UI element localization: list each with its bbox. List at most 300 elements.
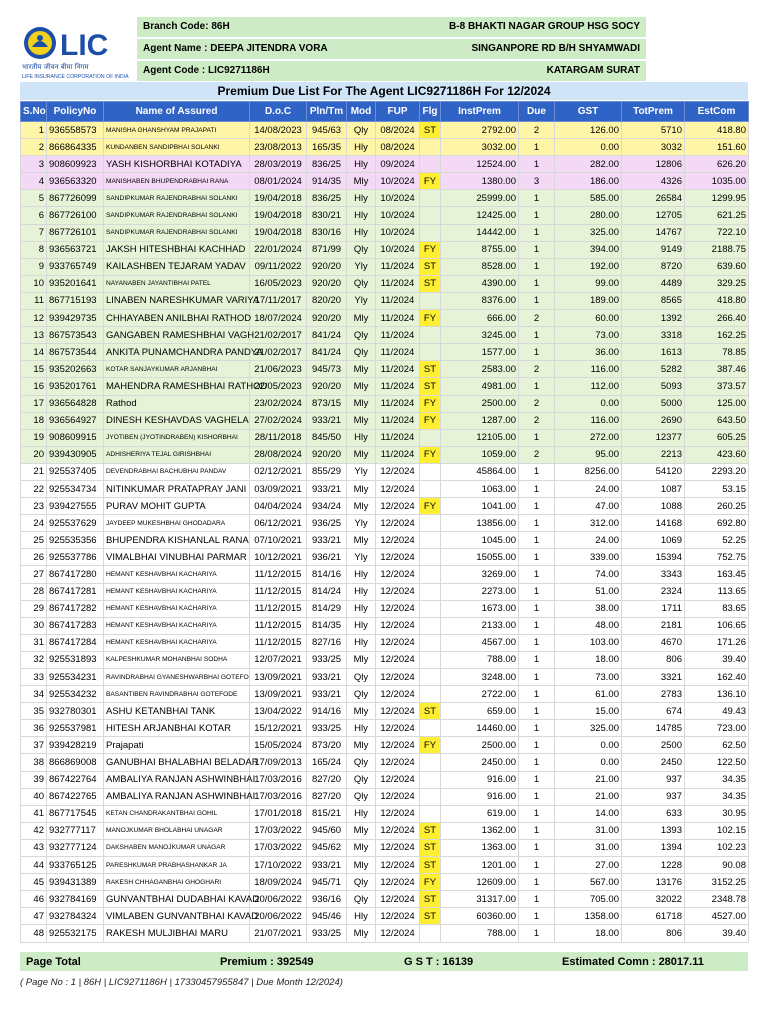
cell-totprem: 12377 bbox=[622, 429, 685, 446]
cell-due: 1 bbox=[519, 566, 555, 583]
cell-gst: 47.00 bbox=[555, 498, 622, 515]
cell-d-o-c: 09/11/2022 bbox=[250, 258, 307, 275]
branch-code: Branch Code: 86H bbox=[143, 21, 230, 32]
cell-policyno: 908609923 bbox=[47, 156, 104, 173]
cell-flg bbox=[420, 805, 441, 822]
cell-s-no: 30 bbox=[21, 617, 47, 634]
cell-mod: Mly bbox=[347, 378, 376, 395]
cell-pln-tm: 933/21 bbox=[307, 480, 347, 497]
cell-estcom: 62.50 bbox=[685, 737, 749, 754]
cell-instprem: 1059.00 bbox=[441, 446, 519, 463]
cell-s-no: 15 bbox=[21, 361, 47, 378]
lic-logo bbox=[20, 17, 134, 82]
cell-pln-tm: 841/24 bbox=[307, 327, 347, 344]
cell-flg bbox=[420, 480, 441, 497]
cell-pln-tm: 814/16 bbox=[307, 566, 347, 583]
cell-flg: ST bbox=[420, 891, 441, 908]
cell-due: 1 bbox=[519, 617, 555, 634]
cell-flg bbox=[420, 720, 441, 737]
cell-d-o-c: 15/05/2024 bbox=[250, 737, 307, 754]
cell-instprem: 1045.00 bbox=[441, 532, 519, 549]
cell-fup: 11/2024 bbox=[376, 292, 420, 309]
cell-name-of-assured: DINESH KESHAVDAS VAGHELA bbox=[104, 412, 250, 429]
cell-gst: 21.00 bbox=[555, 788, 622, 805]
cell-d-o-c: 17/03/2016 bbox=[250, 771, 307, 788]
table-row bbox=[21, 891, 749, 908]
cell-estcom: 102.15 bbox=[685, 822, 749, 839]
cell-estcom: 125.00 bbox=[685, 395, 749, 412]
cell-name-of-assured: ASHU KETANBHAI TANK bbox=[104, 703, 250, 720]
cell-policyno: 935202663 bbox=[47, 361, 104, 378]
cell-pln-tm: 855/29 bbox=[307, 463, 347, 480]
cell-d-o-c: 28/03/2019 bbox=[250, 156, 307, 173]
cell-policyno: 925531893 bbox=[47, 651, 104, 668]
cell-gst: 74.00 bbox=[555, 566, 622, 583]
cell-policyno: 867422764 bbox=[47, 771, 104, 788]
cell-policyno: 867422765 bbox=[47, 788, 104, 805]
cell-gst: 0.00 bbox=[555, 737, 622, 754]
cell-name-of-assured: HITESH ARJANBHAI KOTAR bbox=[104, 720, 250, 737]
cell-estcom: 387.46 bbox=[685, 361, 749, 378]
cell-mod: Hly bbox=[347, 805, 376, 822]
cell-totprem: 2324 bbox=[622, 583, 685, 600]
cell-pln-tm: 936/25 bbox=[307, 515, 347, 532]
cell-mod: Qly bbox=[347, 122, 376, 139]
cell-fup: 12/2024 bbox=[376, 737, 420, 754]
cell-pln-tm: 920/20 bbox=[307, 378, 347, 395]
column-header: Pln/Tm bbox=[307, 102, 347, 122]
cell-s-no: 46 bbox=[21, 891, 47, 908]
cell-flg bbox=[420, 156, 441, 173]
cell-mod: Hly bbox=[347, 190, 376, 207]
cell-estcom: 136.10 bbox=[685, 686, 749, 703]
cell-pln-tm: 945/60 bbox=[307, 822, 347, 839]
table-row bbox=[21, 532, 749, 549]
cell-pln-tm: 815/21 bbox=[307, 805, 347, 822]
table-row bbox=[21, 480, 749, 497]
cell-estcom: 4527.00 bbox=[685, 908, 749, 925]
cell-instprem: 1577.00 bbox=[441, 344, 519, 361]
cell-pln-tm: 814/35 bbox=[307, 617, 347, 634]
cell-due: 1 bbox=[519, 771, 555, 788]
cell-gst: 116.00 bbox=[555, 412, 622, 429]
cell-name-of-assured: JAKSH HITESHBHAI KACHHAD bbox=[104, 241, 250, 258]
cell-estcom: 52.25 bbox=[685, 532, 749, 549]
cell-flg bbox=[420, 224, 441, 241]
cell-fup: 11/2024 bbox=[376, 429, 420, 446]
cell-instprem: 788.00 bbox=[441, 651, 519, 668]
table-row bbox=[21, 498, 749, 515]
cell-totprem: 26584 bbox=[622, 190, 685, 207]
table-body bbox=[21, 122, 749, 943]
cell-name-of-assured: KALPESHKUMAR MOHANBHAI SODHA bbox=[104, 651, 250, 668]
cell-pln-tm: 945/63 bbox=[307, 122, 347, 139]
cell-pln-tm: 936/16 bbox=[307, 891, 347, 908]
cell-due: 1 bbox=[519, 669, 555, 686]
cell-policyno: 867573543 bbox=[47, 327, 104, 344]
cell-fup: 12/2024 bbox=[376, 891, 420, 908]
cell-fup: 10/2024 bbox=[376, 241, 420, 258]
cell-gst: 8256.00 bbox=[555, 463, 622, 480]
table-row bbox=[21, 703, 749, 720]
cell-fup: 12/2024 bbox=[376, 822, 420, 839]
cell-estcom: 78.85 bbox=[685, 344, 749, 361]
cell-totprem: 1711 bbox=[622, 600, 685, 617]
cell-totprem: 14168 bbox=[622, 515, 685, 532]
cell-pln-tm: 920/20 bbox=[307, 275, 347, 292]
cell-totprem: 937 bbox=[622, 771, 685, 788]
cell-estcom: 151.60 bbox=[685, 139, 749, 156]
cell-totprem: 5282 bbox=[622, 361, 685, 378]
cell-fup: 12/2024 bbox=[376, 908, 420, 925]
cell-name-of-assured: HEMANT KESHAVBHAI KACHARIYA bbox=[104, 617, 250, 634]
column-header: GST bbox=[555, 102, 622, 122]
cell-d-o-c: 20/06/2022 bbox=[250, 908, 307, 925]
cell-s-no: 14 bbox=[21, 344, 47, 361]
cell-fup: 11/2024 bbox=[376, 258, 420, 275]
cell-s-no: 18 bbox=[21, 412, 47, 429]
cell-policyno: 866869008 bbox=[47, 754, 104, 771]
cell-flg bbox=[420, 754, 441, 771]
cell-name-of-assured: PURAV MOHIT GUPTA bbox=[104, 498, 250, 515]
cell-instprem: 1673.00 bbox=[441, 600, 519, 617]
cell-name-of-assured: AMBALIYA RANJAN ASHWINBHAI bbox=[104, 788, 250, 805]
cell-policyno: 867726100 bbox=[47, 207, 104, 224]
cell-policyno: 932784169 bbox=[47, 891, 104, 908]
cell-due: 1 bbox=[519, 258, 555, 275]
cell-totprem: 3343 bbox=[622, 566, 685, 583]
cell-instprem: 788.00 bbox=[441, 925, 519, 942]
cell-totprem: 15394 bbox=[622, 549, 685, 566]
cell-due: 1 bbox=[519, 686, 555, 703]
cell-gst: 18.00 bbox=[555, 651, 622, 668]
table-row bbox=[21, 925, 749, 942]
cell-gst: 339.00 bbox=[555, 549, 622, 566]
table-row bbox=[21, 395, 749, 412]
cell-gst: 27.00 bbox=[555, 857, 622, 874]
cell-due: 1 bbox=[519, 805, 555, 822]
cell-s-no: 17 bbox=[21, 395, 47, 412]
cell-gst: 15.00 bbox=[555, 703, 622, 720]
cell-d-o-c: 11/12/2015 bbox=[250, 566, 307, 583]
cell-instprem: 60360.00 bbox=[441, 908, 519, 925]
cell-instprem: 8755.00 bbox=[441, 241, 519, 258]
cell-gst: 36.00 bbox=[555, 344, 622, 361]
cell-s-no: 22 bbox=[21, 480, 47, 497]
cell-totprem: 1394 bbox=[622, 839, 685, 856]
cell-policyno: 939427555 bbox=[47, 498, 104, 515]
cell-policyno: 908609915 bbox=[47, 429, 104, 446]
cell-due: 2 bbox=[519, 361, 555, 378]
column-header: EstCom bbox=[685, 102, 749, 122]
cell-gst: 51.00 bbox=[555, 583, 622, 600]
table-row bbox=[21, 651, 749, 668]
address-line-2: SINGANPORE RD B/H SHYAMWADI bbox=[471, 43, 640, 54]
cell-d-o-c: 13/04/2022 bbox=[250, 703, 307, 720]
column-header: Due bbox=[519, 102, 555, 122]
cell-totprem: 937 bbox=[622, 788, 685, 805]
cell-due: 1 bbox=[519, 515, 555, 532]
cell-totprem: 2783 bbox=[622, 686, 685, 703]
cell-due: 1 bbox=[519, 754, 555, 771]
page-total-label: Page Total bbox=[26, 956, 81, 968]
cell-due: 1 bbox=[519, 703, 555, 720]
cell-policyno: 867717545 bbox=[47, 805, 104, 822]
cell-estcom: 723.00 bbox=[685, 720, 749, 737]
cell-estcom: 639.60 bbox=[685, 258, 749, 275]
cell-estcom: 418.80 bbox=[685, 292, 749, 309]
cell-policyno: 933765125 bbox=[47, 857, 104, 874]
cell-estcom: 83.65 bbox=[685, 600, 749, 617]
cell-instprem: 666.00 bbox=[441, 310, 519, 327]
cell-totprem: 8720 bbox=[622, 258, 685, 275]
cell-mod: Mly bbox=[347, 446, 376, 463]
cell-flg: FY bbox=[420, 737, 441, 754]
cell-gst: 112.00 bbox=[555, 378, 622, 395]
cell-flg bbox=[420, 190, 441, 207]
cell-mod: Qly bbox=[347, 241, 376, 258]
cell-policyno: 925537629 bbox=[47, 515, 104, 532]
header-row-1 bbox=[137, 17, 646, 37]
cell-pln-tm: 165/35 bbox=[307, 139, 347, 156]
table-row bbox=[21, 686, 749, 703]
table-row bbox=[21, 310, 749, 327]
cell-totprem: 5710 bbox=[622, 122, 685, 139]
cell-instprem: 12105.00 bbox=[441, 429, 519, 446]
cell-gst: 61.00 bbox=[555, 686, 622, 703]
cell-s-no: 9 bbox=[21, 258, 47, 275]
cell-estcom: 171.26 bbox=[685, 634, 749, 651]
cell-totprem: 4326 bbox=[622, 173, 685, 190]
cell-due: 2 bbox=[519, 122, 555, 139]
cell-gst: 186.00 bbox=[555, 173, 622, 190]
cell-instprem: 4567.00 bbox=[441, 634, 519, 651]
cell-d-o-c: 22/01/2024 bbox=[250, 241, 307, 258]
cell-mod: Mly bbox=[347, 925, 376, 942]
cell-mod: Hly bbox=[347, 429, 376, 446]
cell-name-of-assured: RAKESH MULJIBHAI MARU bbox=[104, 925, 250, 942]
cell-name-of-assured: ANKITA PUNAMCHANDRA PANDYA bbox=[104, 344, 250, 361]
cell-s-no: 7 bbox=[21, 224, 47, 241]
cell-gst: 21.00 bbox=[555, 771, 622, 788]
svg-text:भारतीय जीवन बीमा निगम: भारतीय जीवन बीमा निगम bbox=[22, 63, 89, 71]
cell-fup: 12/2024 bbox=[376, 549, 420, 566]
cell-s-no: 28 bbox=[21, 583, 47, 600]
cell-name-of-assured: DAKSHABEN MANOJKUMAR UNAGAR bbox=[104, 839, 250, 856]
cell-d-o-c: 10/12/2021 bbox=[250, 549, 307, 566]
cell-policyno: 867417281 bbox=[47, 583, 104, 600]
cell-mod: Hly bbox=[347, 908, 376, 925]
cell-fup: 08/2024 bbox=[376, 122, 420, 139]
table-row bbox=[21, 805, 749, 822]
cell-totprem: 2213 bbox=[622, 446, 685, 463]
cell-name-of-assured: KAILASHBEN TEJARAM YADAV bbox=[104, 258, 250, 275]
cell-totprem: 5093 bbox=[622, 378, 685, 395]
cell-pln-tm: 945/73 bbox=[307, 361, 347, 378]
cell-policyno: 867573544 bbox=[47, 344, 104, 361]
cell-mod: Hly bbox=[347, 139, 376, 156]
cell-name-of-assured: MANOJKUMAR BHOLABHAI UNAGAR bbox=[104, 822, 250, 839]
cell-s-no: 44 bbox=[21, 857, 47, 874]
column-header: Name of Assured bbox=[104, 102, 250, 122]
cell-name-of-assured: NAYANABEN JAYANTIBHAI PATEL bbox=[104, 275, 250, 292]
cell-gst: 1358.00 bbox=[555, 908, 622, 925]
cell-mod: Mly bbox=[347, 703, 376, 720]
cell-d-o-c: 17/11/2017 bbox=[250, 292, 307, 309]
cell-totprem: 1392 bbox=[622, 310, 685, 327]
cell-d-o-c: 21/06/2023 bbox=[250, 361, 307, 378]
cell-due: 2 bbox=[519, 446, 555, 463]
cell-pln-tm: 914/16 bbox=[307, 703, 347, 720]
cell-totprem: 633 bbox=[622, 805, 685, 822]
cell-gst: 0.00 bbox=[555, 754, 622, 771]
table-row bbox=[21, 429, 749, 446]
cell-fup: 12/2024 bbox=[376, 754, 420, 771]
cell-totprem: 3321 bbox=[622, 669, 685, 686]
cell-gst: 189.00 bbox=[555, 292, 622, 309]
cell-pln-tm: 830/21 bbox=[307, 207, 347, 224]
cell-fup: 10/2024 bbox=[376, 224, 420, 241]
cell-policyno: 867417284 bbox=[47, 634, 104, 651]
cell-estcom: 2293.20 bbox=[685, 463, 749, 480]
cell-pln-tm: 933/21 bbox=[307, 412, 347, 429]
cell-d-o-c: 16/05/2023 bbox=[250, 275, 307, 292]
cell-policyno: 936564927 bbox=[47, 412, 104, 429]
cell-fup: 12/2024 bbox=[376, 925, 420, 942]
cell-mod: Qly bbox=[347, 275, 376, 292]
cell-pln-tm: 933/25 bbox=[307, 720, 347, 737]
cell-flg: FY bbox=[420, 241, 441, 258]
table-row bbox=[21, 207, 749, 224]
cell-instprem: 2450.00 bbox=[441, 754, 519, 771]
cell-policyno: 932784324 bbox=[47, 908, 104, 925]
cell-totprem: 14785 bbox=[622, 720, 685, 737]
cell-pln-tm: 933/21 bbox=[307, 686, 347, 703]
cell-flg bbox=[420, 327, 441, 344]
cell-policyno: 925534734 bbox=[47, 480, 104, 497]
cell-pln-tm: 933/21 bbox=[307, 857, 347, 874]
cell-pln-tm: 836/25 bbox=[307, 156, 347, 173]
cell-mod: Mly bbox=[347, 412, 376, 429]
cell-totprem: 3318 bbox=[622, 327, 685, 344]
cell-totprem: 4489 bbox=[622, 275, 685, 292]
cell-s-no: 38 bbox=[21, 754, 47, 771]
cell-s-no: 5 bbox=[21, 190, 47, 207]
cell-flg bbox=[420, 207, 441, 224]
cell-policyno: 936564828 bbox=[47, 395, 104, 412]
cell-instprem: 1041.00 bbox=[441, 498, 519, 515]
cell-instprem: 25999.00 bbox=[441, 190, 519, 207]
cell-due: 2 bbox=[519, 395, 555, 412]
cell-due: 1 bbox=[519, 292, 555, 309]
table-row bbox=[21, 344, 749, 361]
report-header bbox=[20, 17, 748, 82]
cell-gst: 24.00 bbox=[555, 480, 622, 497]
cell-name-of-assured: VIMLABEN GUNVANTBHAI KAVAD bbox=[104, 908, 250, 925]
cell-pln-tm: 827/20 bbox=[307, 771, 347, 788]
table-row bbox=[21, 549, 749, 566]
cell-pln-tm: 814/29 bbox=[307, 600, 347, 617]
cell-due: 2 bbox=[519, 412, 555, 429]
cell-mod: Mly bbox=[347, 532, 376, 549]
cell-d-o-c: 21/07/2021 bbox=[250, 925, 307, 942]
premium-total: Premium : 392549 bbox=[220, 956, 314, 968]
cell-mod: Qly bbox=[347, 771, 376, 788]
cell-gst: 312.00 bbox=[555, 515, 622, 532]
cell-instprem: 3269.00 bbox=[441, 566, 519, 583]
cell-pln-tm: 871/99 bbox=[307, 241, 347, 258]
table-row bbox=[21, 139, 749, 156]
table-row bbox=[21, 412, 749, 429]
cell-d-o-c: 07/10/2021 bbox=[250, 532, 307, 549]
cell-fup: 12/2024 bbox=[376, 480, 420, 497]
cell-name-of-assured: MAHENDRA RAMESHBHAI RATHOD bbox=[104, 378, 250, 395]
cell-due: 1 bbox=[519, 857, 555, 874]
cell-fup: 12/2024 bbox=[376, 788, 420, 805]
cell-estcom: 30.95 bbox=[685, 805, 749, 822]
cell-flg bbox=[420, 429, 441, 446]
cell-name-of-assured: VIMALBHAI VINUBHAI PARMAR bbox=[104, 549, 250, 566]
cell-name-of-assured: KETAN CHANDRAKANTBHAI GOHIL bbox=[104, 805, 250, 822]
cell-pln-tm: 836/25 bbox=[307, 190, 347, 207]
cell-pln-tm: 945/46 bbox=[307, 908, 347, 925]
cell-due: 1 bbox=[519, 925, 555, 942]
table-row bbox=[21, 617, 749, 634]
cell-d-o-c: 14/08/2023 bbox=[250, 122, 307, 139]
cell-mod: Yly bbox=[347, 292, 376, 309]
cell-s-no: 11 bbox=[21, 292, 47, 309]
cell-pln-tm: 914/35 bbox=[307, 173, 347, 190]
cell-due: 1 bbox=[519, 737, 555, 754]
cell-s-no: 20 bbox=[21, 446, 47, 463]
cell-instprem: 3248.00 bbox=[441, 669, 519, 686]
cell-due: 1 bbox=[519, 822, 555, 839]
table-row bbox=[21, 446, 749, 463]
cell-fup: 12/2024 bbox=[376, 532, 420, 549]
cell-gst: 325.00 bbox=[555, 224, 622, 241]
cell-gst: 282.00 bbox=[555, 156, 622, 173]
cell-totprem: 13176 bbox=[622, 874, 685, 891]
gst-total: G S T : 16139 bbox=[404, 956, 474, 968]
cell-totprem: 32022 bbox=[622, 891, 685, 908]
cell-totprem: 806 bbox=[622, 925, 685, 942]
cell-estcom: 34.35 bbox=[685, 788, 749, 805]
cell-name-of-assured: Prajapati bbox=[104, 737, 250, 754]
table-row bbox=[21, 378, 749, 395]
cell-estcom: 162.25 bbox=[685, 327, 749, 344]
table-row bbox=[21, 275, 749, 292]
cell-d-o-c: 19/04/2018 bbox=[250, 224, 307, 241]
cell-flg: FY bbox=[420, 498, 441, 515]
cell-gst: 0.00 bbox=[555, 395, 622, 412]
cell-fup: 12/2024 bbox=[376, 857, 420, 874]
cell-estcom: 2188.75 bbox=[685, 241, 749, 258]
cell-pln-tm: 945/71 bbox=[307, 874, 347, 891]
cell-mod: Hly bbox=[347, 207, 376, 224]
cell-flg: ST bbox=[420, 703, 441, 720]
cell-d-o-c: 19/04/2018 bbox=[250, 207, 307, 224]
table-row bbox=[21, 839, 749, 856]
cell-flg: FY bbox=[420, 310, 441, 327]
cell-s-no: 26 bbox=[21, 549, 47, 566]
cell-flg bbox=[420, 292, 441, 309]
cell-name-of-assured: RAVINDRABHAI GYANESHWARBHAI GOTEFO bbox=[104, 669, 250, 686]
cell-pln-tm: 934/24 bbox=[307, 498, 347, 515]
cell-s-no: 41 bbox=[21, 805, 47, 822]
cell-due: 1 bbox=[519, 651, 555, 668]
cell-instprem: 8376.00 bbox=[441, 292, 519, 309]
cell-d-o-c: 02/12/2021 bbox=[250, 463, 307, 480]
